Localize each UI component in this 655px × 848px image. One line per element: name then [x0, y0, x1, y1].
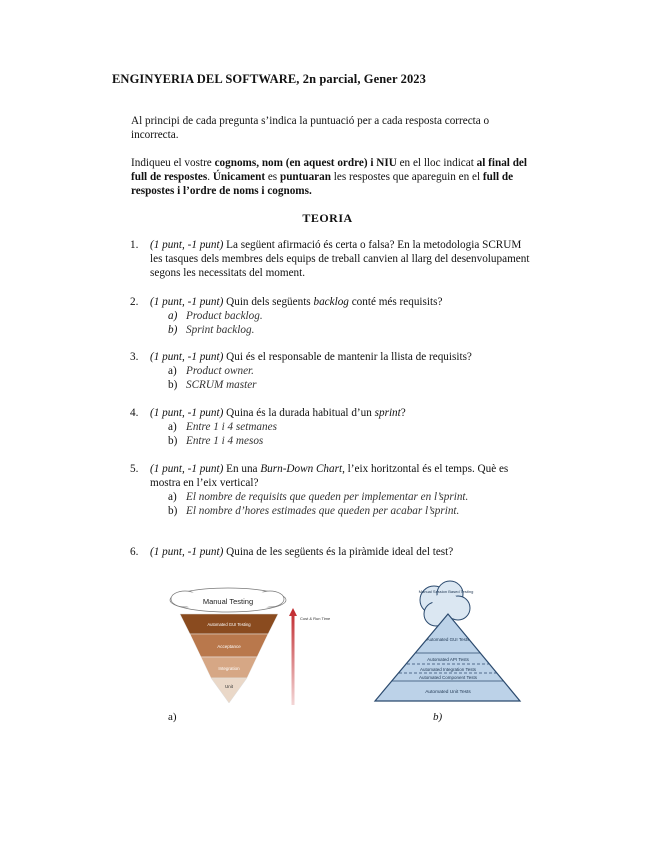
question-text: Qui és el responsable de mantenir la llista de requisits?: [223, 351, 472, 363]
question-5: [131, 462, 531, 490]
option-2b[interactable]: [168, 323, 254, 337]
option-letter: b): [168, 379, 178, 391]
intro-bold: cognoms, nom (en aquest ordre) i NIU: [214, 157, 397, 169]
option-text: Sprint backlog.: [186, 324, 255, 336]
question-text: , l’eix horitzontal és el temps. Què es mostra en l’eix vertical?: [150, 463, 509, 489]
option-3b[interactable]: [168, 378, 257, 392]
layer-label: Automated Unit Tests: [425, 690, 471, 695]
question-2: [131, 295, 531, 309]
option-4a[interactable]: [168, 420, 277, 434]
layer-label: Automated Integration Tests: [420, 667, 476, 672]
option-letter: a): [168, 491, 177, 503]
option-letter: b): [168, 435, 178, 447]
question-text: ?: [400, 407, 406, 419]
cost-arrow-icon: [289, 608, 297, 705]
intro-bold: puntuaran: [279, 171, 331, 183]
question-text: conté més requisits?: [348, 296, 443, 308]
option-text: Product owner.: [186, 365, 254, 377]
cloud-label: Manual Session Based Testing: [418, 589, 474, 594]
option-4b[interactable]: [168, 434, 263, 448]
diagram-a-ice-cream-cone[interactable]: [160, 582, 331, 707]
question-points: (1 punt, -1 punt): [150, 351, 224, 363]
question-number: 4.: [130, 407, 139, 419]
question-points: (1 punt, -1 punt): [150, 407, 224, 419]
question-text: Quin dels següents: [223, 296, 314, 308]
question-1: [131, 238, 531, 280]
page-title: ENGINYERIA DEL SOFTWARE, 2n parcial, Gener 2023: [112, 72, 427, 86]
layer-label: Integration: [218, 666, 240, 671]
option-letter: a): [168, 421, 177, 433]
option-letter: b): [168, 324, 178, 336]
question-text-italic: backlog: [313, 296, 349, 308]
question-text-italic: sprint: [374, 407, 401, 419]
intro-bold: Únicament: [212, 171, 266, 183]
layer-label: Automated GUI Testing: [207, 622, 251, 627]
layer-unit: [211, 678, 247, 703]
option-3a[interactable]: [168, 364, 254, 378]
question-number: 5.: [130, 463, 139, 475]
question-text: Quina és la durada habitual d’un: [223, 407, 375, 419]
option-5a[interactable]: [168, 490, 468, 504]
option-2a[interactable]: [168, 309, 263, 323]
intro-text: Indiqueu el vostre: [131, 157, 215, 169]
question-number: 1.: [130, 239, 139, 251]
diagram-b-test-pyramid[interactable]: [372, 578, 524, 704]
intro-bold: full de respostes i l’ordre de noms i cognoms.: [131, 171, 514, 197]
layer-label: Automated API Tests: [427, 657, 469, 662]
diagram-a-caption: a): [168, 711, 177, 723]
question-4: [131, 406, 531, 420]
question-number: 3.: [130, 351, 139, 363]
arrow-label: Cost & Run Time: [300, 616, 331, 621]
option-5b[interactable]: [168, 504, 459, 518]
question-points: (1 punt, -1 punt): [150, 296, 224, 308]
option-text: Entre 1 i 4 mesos: [186, 435, 264, 447]
layer-label: Unit: [224, 684, 234, 689]
option-text: El nombre d’hores estimades que queden per acabar l’sprint.: [186, 505, 460, 517]
section-title: TEORIA: [302, 211, 353, 225]
question-text: Quina de les següents és la piràmide ideal del test?: [223, 546, 454, 558]
intro-text: en el lloc indicat: [396, 157, 477, 169]
option-text: SCRUM master: [186, 379, 257, 391]
question-number: 2.: [130, 296, 139, 308]
question-points: (1 punt, -1 punt): [150, 239, 224, 251]
intro-text: les respostes que apareguin en el: [330, 171, 483, 183]
question-6: [131, 545, 531, 559]
option-text: El nombre de requisits que queden per implementar en l’sprint.: [186, 491, 469, 503]
question-text: La següent afirmació és certa o falsa? En la metodologia SCRUM les tasques dels membres dels equips de treball canvien al llarg del desenvolupament segons les necessitats del moment.: [150, 239, 530, 279]
intro-paragraph-2: [131, 156, 531, 198]
question-points: (1 punt, -1 punt): [150, 463, 224, 475]
question-number: 6.: [130, 546, 139, 558]
intro-text: es: [265, 171, 280, 183]
option-text: Product backlog.: [186, 310, 263, 322]
layer-label: Automated GUI Tests: [426, 637, 470, 642]
layer-label: Automated Component Tests: [419, 675, 477, 680]
option-letter: a): [168, 365, 177, 377]
question-text-italic: Burn-Down Chart: [260, 463, 343, 475]
cloud-label: Manual Testing: [202, 597, 254, 606]
intro-text: .: [207, 171, 213, 183]
intro-bold: al final del full de respostes: [131, 157, 527, 183]
layer-label: Acceptance: [217, 644, 241, 649]
option-text: Entre 1 i 4 setmanes: [186, 421, 277, 433]
question-text: En una: [223, 463, 261, 475]
option-letter: a): [168, 310, 178, 322]
intro-paragraph-1: Al principi de cada pregunta s’indica la puntuació per a cada resposta correcta o incorrecta.: [131, 115, 490, 141]
option-letter: b): [168, 505, 178, 517]
question-3: [131, 350, 531, 364]
diagram-b-caption: b): [433, 711, 443, 723]
question-points: (1 punt, -1 punt): [150, 546, 224, 558]
